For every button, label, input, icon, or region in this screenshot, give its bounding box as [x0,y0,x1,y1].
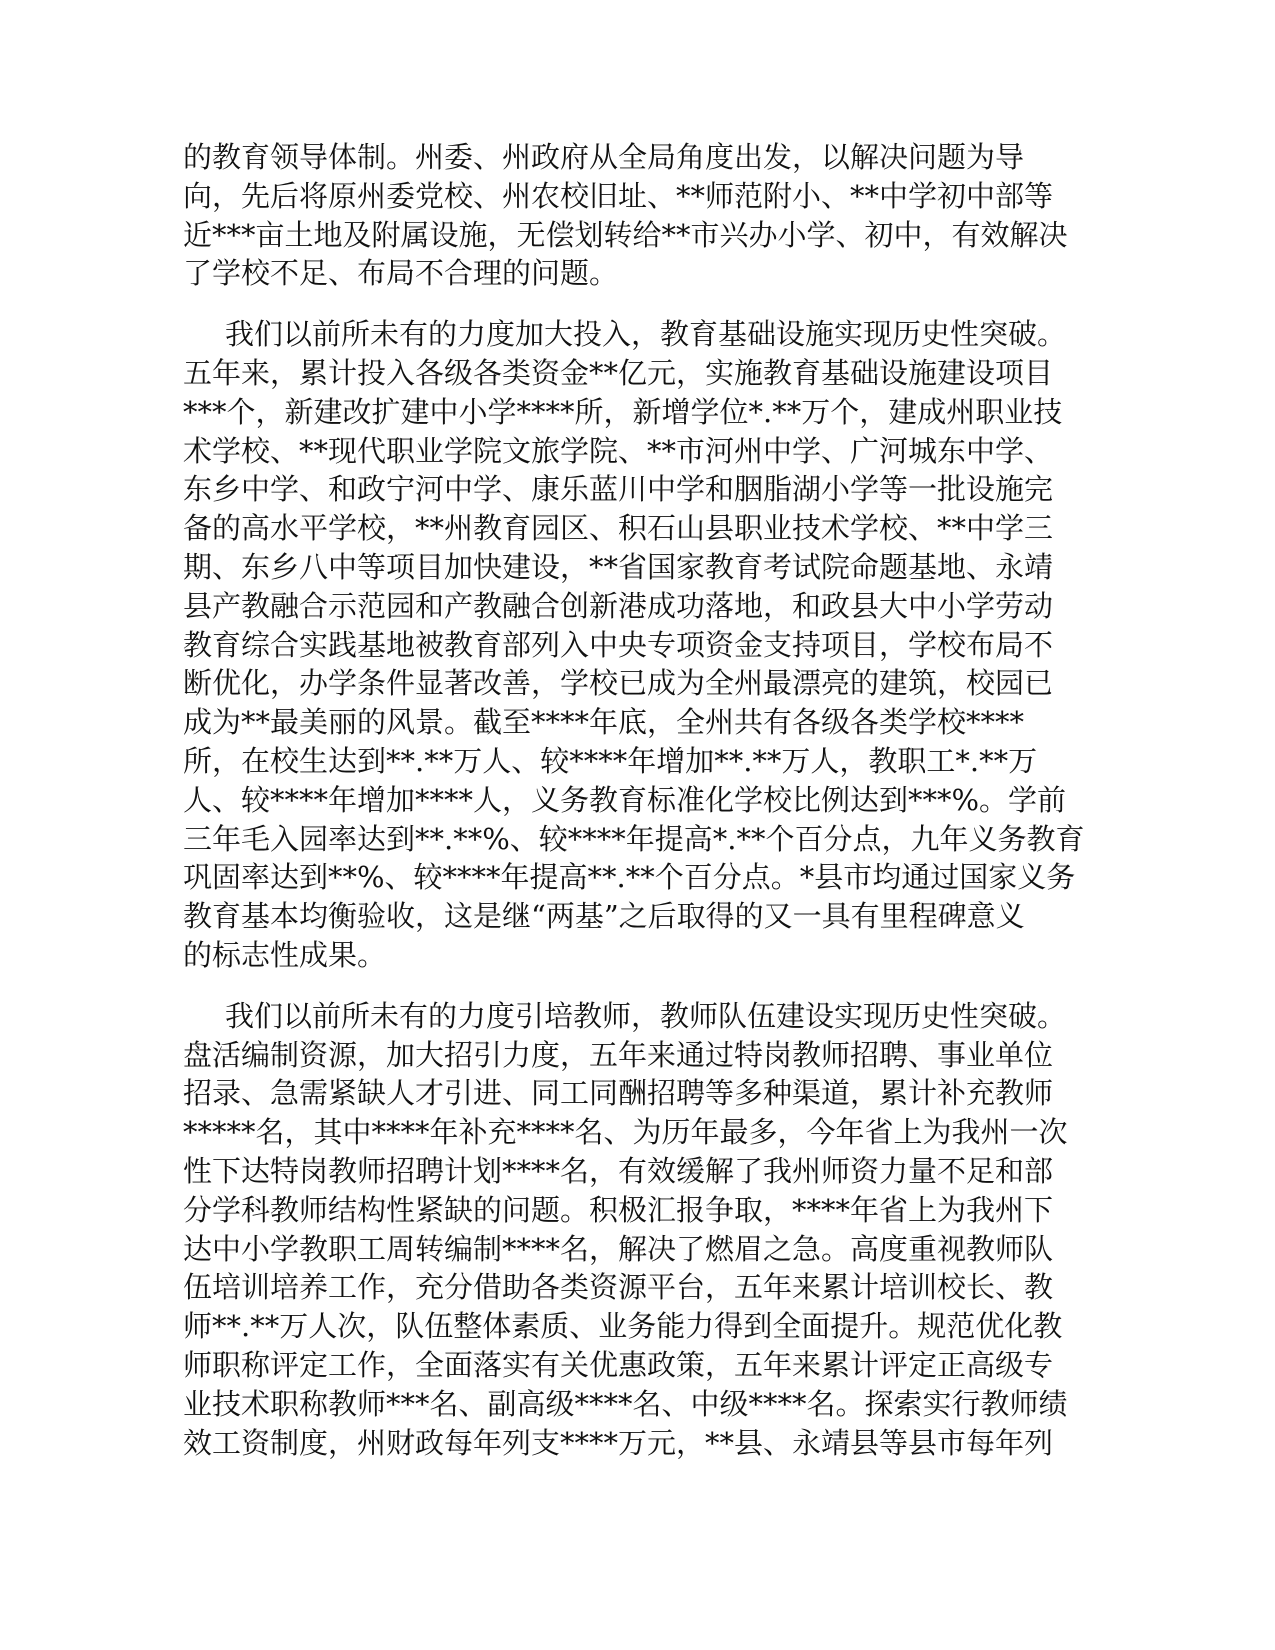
text-line: 的标志性成果。 [183,937,387,972]
text-line: 断优化，办学条件显著改善，学校已成为全州最漂亮的建筑，校园已 [183,666,1054,701]
text-line: 盘活编制资源，加大招引力度，五年来通过特岗教师招聘、事业单位 [183,1037,1054,1072]
text-line: 的教育领导体制。州委、州政府从全局角度出发，以解决问题为导 [183,140,1025,174]
text-line: 业技术职称教师***名、副高级****名、中级****名。探索实行教师绩 [183,1386,1068,1421]
text-line: 了学校不足、布局不合理的问题。 [183,256,619,291]
text-line: 向，先后将原州委党校、州农校旧址、**师范附小、**中学初中部等 [183,178,1054,213]
text-line: 招录、急需紧缺人才引进、同工同酬招聘等多种渠道，累计补充教师 [183,1076,1054,1111]
text-line: 成为**最美丽的风景。截至****年底，全州共有各级各类学校**** [183,705,1025,740]
text-line: 我们以前所未有的力度加大投入，教育基础设施实现历史性突破。 [225,317,1067,352]
text-line: 分学科教师结构性紧缺的问题。积极汇报争取，****年省上为我州下 [183,1192,1054,1227]
text-line: 人、较****年增加****人，义务教育标准化学校比例达到***%。学前 [183,782,1067,817]
text-line: ***个，新建改扩建中小学****所，新增学位*.**万个，建成州职业技 [183,394,1063,429]
text-line: 我们以前所未有的力度引培教师，教师队伍建设实现历史性突破。 [225,998,1067,1033]
text-line: 近***亩土地及附属设施，无偿划转给**市兴办小学、初中，有效解决 [183,217,1068,252]
text-line: 师**.**万人次，队伍整体素质、业务能力得到全面提升。规范优化教 [183,1309,1063,1344]
document-page [183,138,1085,1484]
text-line: 巩固率达到**%、较****年提高**.**个百分点。*县市均通过国家义务 [183,860,1076,895]
text-line: *****名，其中****年补充****名、为历年最多，今年省上为我州一次 [183,1115,1068,1150]
text-line: 期、东乡八中等项目加快建设，**省国家教育考试院命题基地、永靖 [183,549,1054,584]
paragraph-teachers [183,997,1081,1463]
text-line: 备的高水平学校，**州教育园区、积石山县职业技术学校、**中学三 [183,511,1054,546]
text-line: 师职称评定工作，全面落实有关优惠政策，五年来累计评定正高级专 [183,1347,1054,1382]
text-line: 术学校、**现代职业学院文旅学院、**市河州中学、广河城东中学、 [183,433,1054,468]
text-line: 所，在校生达到**.**万人、较****年增加**.**万人，教职工*.**万 [183,743,1038,778]
text-line: 达中小学教职工周转编制****名，解决了燃眉之急。高度重视教师队 [183,1231,1054,1266]
text-line: 教育综合实践基地被教育部列入中央专项资金支持项目，学校布局不 [183,627,1054,662]
text-line: 伍培训培养工作，充分借助各类资源平台，五年来累计培训校长、教 [183,1270,1054,1305]
text-line: 东乡中学、和政宁河中学、康乐蓝川中学和胭脂湖小学等一批设施完 [183,472,1054,507]
paragraph-leadership [183,138,1081,293]
text-line: 县产教融合示范园和产教融合创新港成功落地，和政县大中小学劳动 [183,588,1054,623]
text-line: 三年毛入园率达到**.**%、较****年提高*.**个百分点，九年义务教育 [183,821,1085,856]
text-line: 性下达特岗教师招聘计划****名，有效缓解了我州师资力量不足和部 [183,1153,1054,1188]
paragraph-infrastructure [183,315,1085,975]
text-line: 教育基本均衡验收，这是继“两基”之后取得的又一具有里程碑意义 [183,899,1025,934]
text-line: 效工资制度，州财政每年列支****万元，**县、永靖县等县市每年列 [183,1425,1054,1460]
text-line: 五年来，累计投入各级各类资金**亿元，实施教育基础设施建设项目 [183,355,1054,390]
